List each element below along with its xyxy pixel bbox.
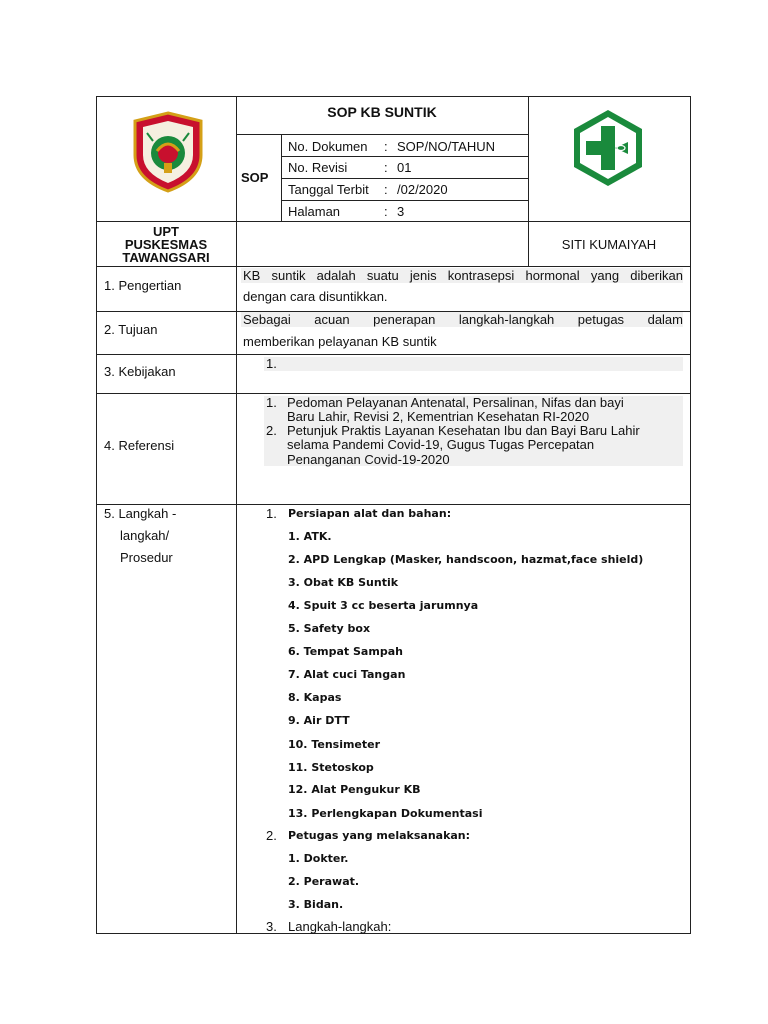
kebijakan-item-1: 1. bbox=[266, 356, 277, 371]
referensi-item-2-num: 2. bbox=[266, 423, 277, 438]
field-label-no-revisi: No. Revisi bbox=[288, 160, 348, 175]
section-label-langkah-2: langkah/ bbox=[120, 528, 170, 543]
list-item: 3. Bidan. bbox=[288, 898, 344, 911]
field-sep: : bbox=[384, 182, 388, 197]
section-label-kebijakan: 3. Kebijakan bbox=[104, 364, 176, 379]
referensi-item-1-line2: Baru Lahir, Revisi 2, Kementrian Kesehatan RI-2020 bbox=[287, 409, 590, 424]
list-item: 10. Tensimeter bbox=[288, 738, 381, 751]
field-sep: : bbox=[384, 204, 388, 219]
persiapan-title: Persiapan alat dan bahan: bbox=[288, 507, 452, 520]
field-value-halaman: 3 bbox=[397, 204, 405, 219]
org-name-line2: PUSKESMAS bbox=[124, 237, 208, 252]
section-label-referensi: 4. Referensi bbox=[104, 438, 175, 453]
sop-label: SOP bbox=[241, 170, 269, 185]
list-item: 1. ATK. bbox=[288, 530, 332, 543]
list-item: 13. Perlengkapan Dokumentasi bbox=[288, 807, 483, 820]
list-item: 3. Obat KB Suntik bbox=[288, 576, 399, 589]
section-label-langkah-3: Prosedur bbox=[120, 550, 173, 565]
field-sep: : bbox=[384, 139, 388, 154]
field-label-halaman: Halaman bbox=[288, 204, 341, 219]
field-value-tanggal-terbit: /02/2020 bbox=[397, 182, 448, 197]
list-item: 7. Alat cuci Tangan bbox=[288, 668, 406, 681]
langkah-langkah-title: Langkah-langkah: bbox=[288, 919, 392, 934]
tujuan-line2: memberikan pelayanan KB suntik bbox=[243, 334, 437, 349]
langkah-langkah-num: 3. bbox=[266, 919, 277, 934]
referensi-item-1-line1: Pedoman Pelayanan Antenatal, Persalinan, Nifas dan bayi bbox=[287, 395, 624, 410]
org-name-line3: TAWANGSARI bbox=[122, 250, 210, 265]
petugas-num: 2. bbox=[266, 828, 277, 843]
document-title: SOP KB SUNTIK bbox=[327, 104, 437, 120]
list-item: 6. Tempat Sampah bbox=[288, 645, 403, 658]
field-sep: : bbox=[384, 160, 388, 175]
section-label-langkah-1: 5. Langkah - bbox=[104, 506, 177, 521]
pengertian-line1: KB suntik adalah suatu jenis kontrasepsi hormonal yang diberikan bbox=[243, 268, 683, 283]
referensi-item-2-line3: Penanganan Covid-19-2020 bbox=[287, 452, 450, 467]
list-item: 2. Perawat. bbox=[288, 875, 360, 888]
section-label-pengertian: 1. Pengertian bbox=[104, 278, 182, 293]
signer-name: SITI KUMAIYAH bbox=[561, 237, 657, 252]
referensi-item-2-line1: Petunjuk Praktis Layanan Kesehatan Ibu dan Bayi Baru Lahir bbox=[287, 423, 640, 438]
section-label-tujuan: 2. Tujuan bbox=[104, 322, 158, 337]
petugas-title: Petugas yang melaksanakan: bbox=[288, 829, 471, 842]
pengertian-line2: dengan cara disuntikkan. bbox=[243, 289, 388, 304]
list-item: 2. APD Lengkap (Masker, handscoon, hazmat,face shield) bbox=[288, 553, 644, 566]
referensi-item-2-line2: selama Pandemi Covid-19, Gugus Tugas Percepatan bbox=[287, 437, 595, 452]
field-label-tanggal-terbit: Tanggal Terbit bbox=[288, 182, 369, 197]
field-value-no-revisi: 01 bbox=[397, 160, 412, 175]
puskesmas-logo bbox=[568, 108, 648, 188]
kebijakan-text-bg bbox=[264, 357, 683, 371]
field-value-no-dokumen: SOP/NO/TAHUN bbox=[397, 139, 495, 154]
referensi-item-1-num: 1. bbox=[266, 395, 277, 410]
list-item: 4. Spuit 3 cc beserta jarumnya bbox=[288, 599, 479, 612]
list-item: 9. Air DTT bbox=[288, 714, 350, 727]
list-item: 8. Kapas bbox=[288, 691, 342, 704]
list-item: 1. Dokter. bbox=[288, 852, 349, 865]
list-item: 11. Stetoskop bbox=[288, 761, 374, 774]
list-item: 12. Alat Pengukur KB bbox=[288, 783, 421, 796]
field-label-no-dokumen: No. Dokumen bbox=[288, 139, 368, 154]
tujuan-line1: Sebagai acuan penerapan langkah-langkah petugas dalam bbox=[243, 312, 683, 327]
persiapan-num: 1. bbox=[266, 506, 277, 521]
org-name-line1: UPT bbox=[153, 224, 179, 239]
list-item: 5. Safety box bbox=[288, 622, 371, 635]
regency-logo bbox=[131, 111, 205, 193]
